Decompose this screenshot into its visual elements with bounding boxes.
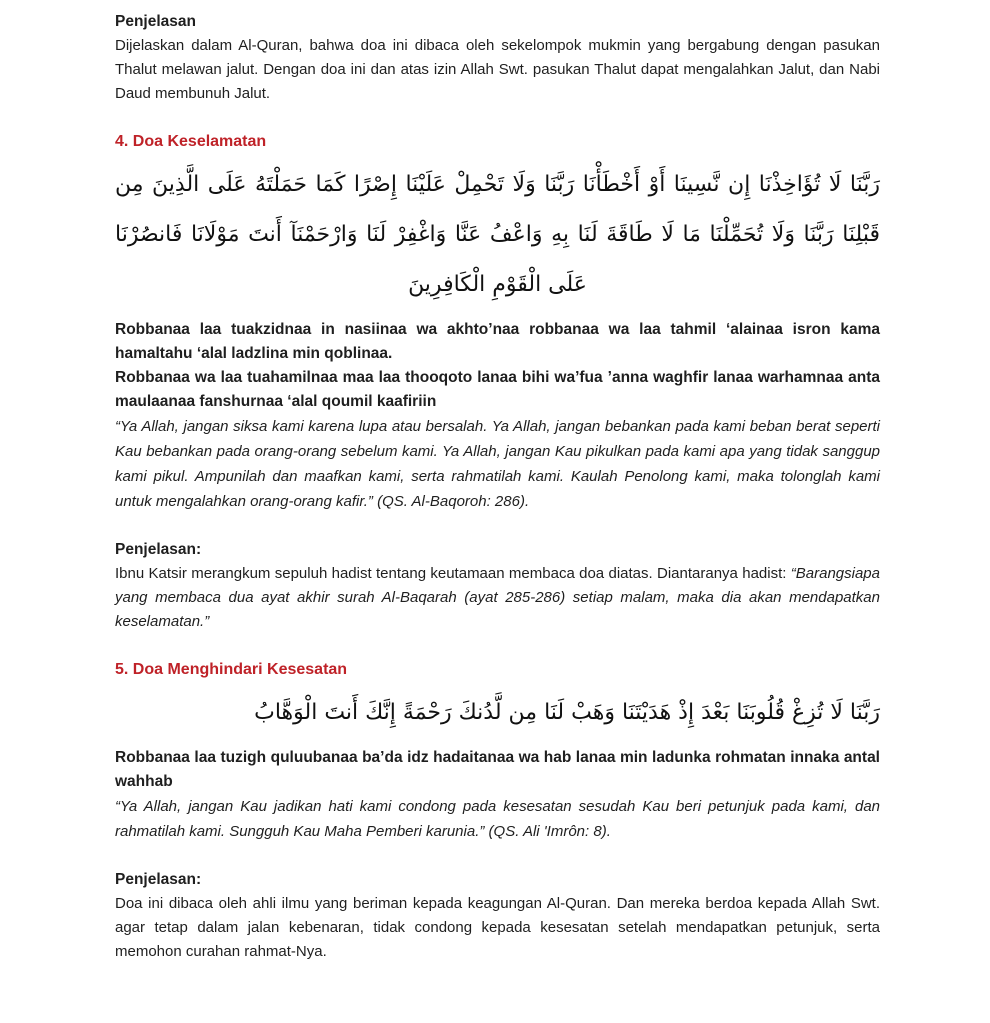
- penjelasan-intro-text: Ibnu Katsir merangkum sepuluh hadist tentang keutamaan membaca doa diatas. Diantaranya hadist:: [115, 565, 791, 582]
- penjelasan-heading-doa4: Penjelasan:: [115, 541, 202, 558]
- intro-heading: Penjelasan: [115, 13, 196, 30]
- translation-al-baqarah-286: “Ya Allah, jangan siksa kami karena lupa atau bersalah. Ya Allah, jangan bebankan pada kami beban berat seperti Kau bebankan pada orang-orang sebelum kami. Ya Allah, jangan Kau pikulkan pada kami apa yang tidak sanggup kami pikul. Ampunilah dan maafkan kami, serta rahmatilah kami. Kaulah Penolong kami, maka tolonglah kami untuk mengalahkan orang-orang kafir.” (QS. Al-Baqoroh: 286).: [115, 418, 880, 510]
- intro-paragraph: Dijelaskan dalam Al-Quran, bahwa doa ini dibaca oleh sekelompok mukmin yang bergabung dengan pasukan Thalut melawan jalut. Dengan doa ini dan atas izin Allah Swt. pasukan Thalut dapat mengalahkan Jalut, dan Nabi Daud membunuh Jalut.: [115, 37, 880, 102]
- transliteration-al-baqarah-286-part2: Robbanaa wa laa tuahamilnaa maa laa thooqoto lanaa bihi wa’fua ’anna waghfir lanaa warhamnaa anta maulaanaa fanshurnaa ‘alal qoumil kaafiriin: [115, 369, 880, 410]
- section-heading-doa-keselamatan: 4. Doa Keselamatan: [115, 133, 267, 150]
- penjelasan-paragraph-doa5: Doa ini dibaca oleh ahli ilmu yang beriman kepada keagungan Al-Quran. Dan mereka berdoa kepada Allah Swt. agar tetap dalam jalan kebenaran, tidak condong kepada kesesatan setelah mendapatkan petunjuk, serta memohon curahan rahmat-Nya.: [115, 895, 880, 960]
- transliteration-ali-imran-8: Robbanaa laa tuzigh quluubanaa ba’da idz hadaitanaa wa hab lanaa min ladunka rohmatan innaka antal wahhab: [115, 749, 880, 790]
- arabic-line: عَلَى الْقَوْمِ الْكَافِرِينَ: [408, 272, 587, 297]
- spacer: [115, 634, 880, 658]
- section-heading-doa-menghindari-kesesatan: 5. Doa Menghindari Kesesatan: [115, 661, 348, 678]
- translation-ali-imran-8: “Ya Allah, jangan Kau jadikan hati kami condong pada kesesatan sesudah Kau beri petunjuk pada kami, dan rahmatilah kami. Sungguh Kau Maha Pemberi karunia.” (QS. Ali 'Imrôn: 8).: [115, 798, 880, 840]
- transliteration-al-baqarah-286-part1: Robbanaa laa tuakzidnaa in nasiinaa wa akhto’naa robbanaa wa laa tahmil ‘alainaa isron kama hamaltahu ‘alal ladzlina min qoblinaa.: [115, 321, 880, 362]
- arabic-line: رَبَّنَا لَا تُزِغْ قُلُوبَنَا بَعْدَ إِذْ هَدَيْتَنَا وَهَبْ لَنَا مِن لَّدُنكَ رَحْمَةً إِنَّكَ أَنتَ الْوَهَّابُ: [254, 700, 880, 725]
- spacer: [115, 844, 880, 868]
- arabic-line: قَبْلِنَا رَبَّنَا وَلَا تُحَمِّلْنَا مَا لَا طَاقَةَ لَنَا بِهِ وَاعْفُ عَنَّا وَاغْفِرْ لَنَا وَارْحَمْنَآ أَنتَ مَوْلَانَا فَانصُرْنَا: [115, 222, 880, 247]
- penjelasan-paragraph-doa4: [115, 562, 880, 634]
- penjelasan-heading-doa5: Penjelasan:: [115, 871, 202, 888]
- arabic-verse-ali-imran-8: [115, 688, 880, 738]
- spacer: [115, 514, 880, 538]
- arabic-line: رَبَّنَا لَا تُؤَاخِذْنَا إِن نَّسِينَا أَوْ أَخْطَأْنَا رَبَّنَا وَلَا تَحْمِلْ عَلَيْنَا إِصْرًا كَمَا حَمَلْتَهُ عَلَى الَّذِينَ مِن: [115, 172, 880, 197]
- spacer: [115, 106, 880, 130]
- penjelasan-hadith-quote: “Barangsiapa yang membaca dua ayat akhir surah Al-Baqarah (ayat 285-286) setiap malam, maka dia akan mendapatkan keselamatan.”: [115, 565, 880, 630]
- arabic-verse-al-baqarah-286: [115, 160, 880, 310]
